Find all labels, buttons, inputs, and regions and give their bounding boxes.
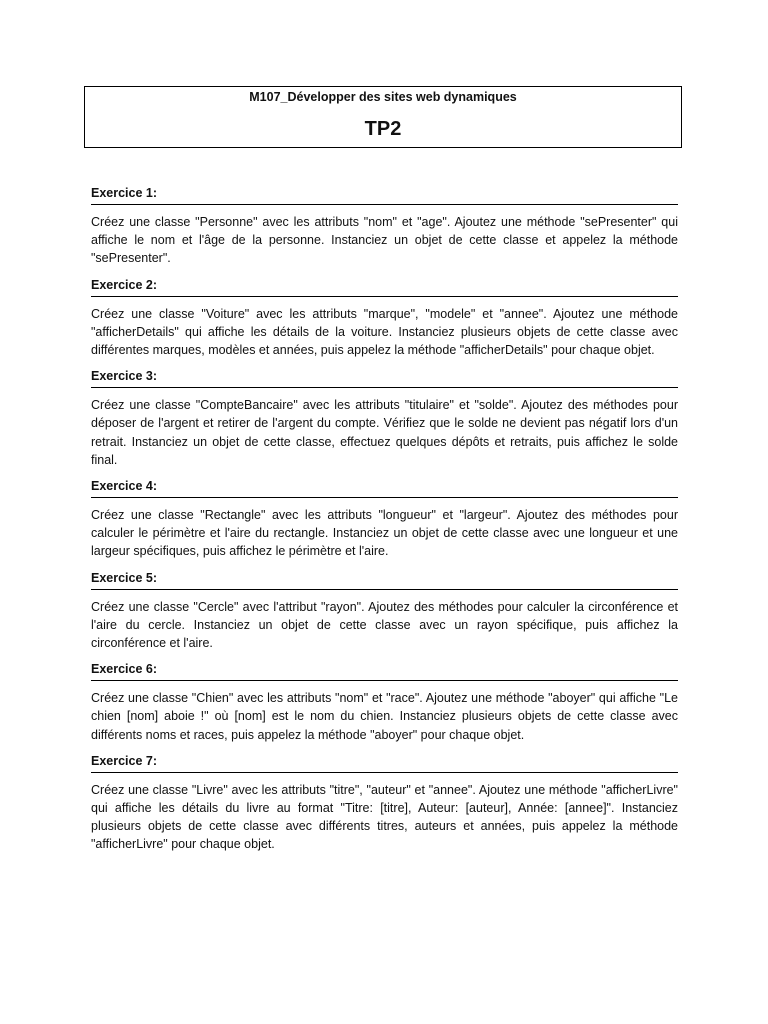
exercise-text: Créez une classe "Voiture" avec les attributs "marque", "modele" et "annee". Ajoutez une méthode "afficherDetails" qui affiche les détails de la voiture. Instanciez plusieurs objets de cette classe avec différentes marques, modèles et années, puis appelez la méthode "afficherDetails" pour chaque objet. xyxy=(91,306,678,358)
exercise-text: Créez une classe "Rectangle" avec les attributs "longueur" et "largeur". Ajoutez des méthodes pour calculer le périmètre et l'aire du rectangle. Instanciez un objet de cette classe avec une longueur et une largeur spécifiques, puis affichez le périmètre et l'aire. xyxy=(91,508,678,559)
exercise-5 xyxy=(91,570,678,653)
exercise-heading: Exercice 5: xyxy=(91,570,678,590)
exercise-heading: Exercice 7: xyxy=(91,753,678,773)
exercise-text: Créez une classe "Cercle" avec l'attribut "rayon". Ajoutez des méthodes pour calculer la circonférence et l'aire du cercle. Instanciez un objet de cette classe avec un rayon spécifique, puis affichez la circonférence et l'aire. xyxy=(91,599,678,651)
exercise-text: Créez une classe "Livre" avec les attributs "titre", "auteur" et "annee". Ajoutez une méthode "afficherLivre" qui affiche les détails du livre au format "Titre: [titre], Auteur: [auteur], Année: [annee]". Instanciez plusieurs objets de cette classe avec différents titres, auteurs et années, puis appelez la méthode "afficherLivre" pour chaque objet. xyxy=(91,782,678,852)
exercise-heading: Exercice 3: xyxy=(91,368,678,388)
exercise-3 xyxy=(91,368,678,469)
exercise-6 xyxy=(91,661,678,744)
exercise-heading: Exercice 6: xyxy=(91,661,678,681)
exercise-list xyxy=(91,185,678,863)
module-title: M107_Développer des sites web dynamiques xyxy=(249,90,517,104)
exercise-text: Créez une classe "CompteBancaire" avec les attributs "titulaire" et "solde". Ajoutez des méthodes pour déposer de l'argent et retirer de l'argent du compte. Vérifiez que le solde ne devient pas négatif lors d'un retrait. Instanciez un objet de cette classe, effectuez quelques dépôts et retraits, puis affichez le solde final. xyxy=(91,398,678,467)
exercise-2 xyxy=(91,277,678,360)
exercise-4 xyxy=(91,478,678,561)
exercise-text: Créez une classe "Chien" avec les attributs "nom" et "race". Ajoutez une méthode "aboyer" qui affiche "Le chien [nom] aboie !" où [nom] est le nom du chien. Instanciez plusieurs objets de cette classe avec différents noms et races, puis appelez la méthode "aboyer" pour chaque objet. xyxy=(91,691,678,742)
tp-title: TP2 xyxy=(364,118,402,140)
exercise-text: Créez une classe "Personne" avec les attributs "nom" et "age". Ajoutez une méthode "sePresenter" qui affiche le nom et l'âge de la personne. Instanciez un objet de cette classe et appelez la méthode "sePresenter". xyxy=(91,215,678,266)
title-box xyxy=(84,86,682,148)
exercise-7 xyxy=(91,753,678,854)
exercise-heading: Exercice 4: xyxy=(91,478,678,498)
exercise-heading: Exercice 2: xyxy=(91,277,678,297)
exercise-heading: Exercice 1: xyxy=(91,185,678,205)
exercise-1 xyxy=(91,185,678,268)
